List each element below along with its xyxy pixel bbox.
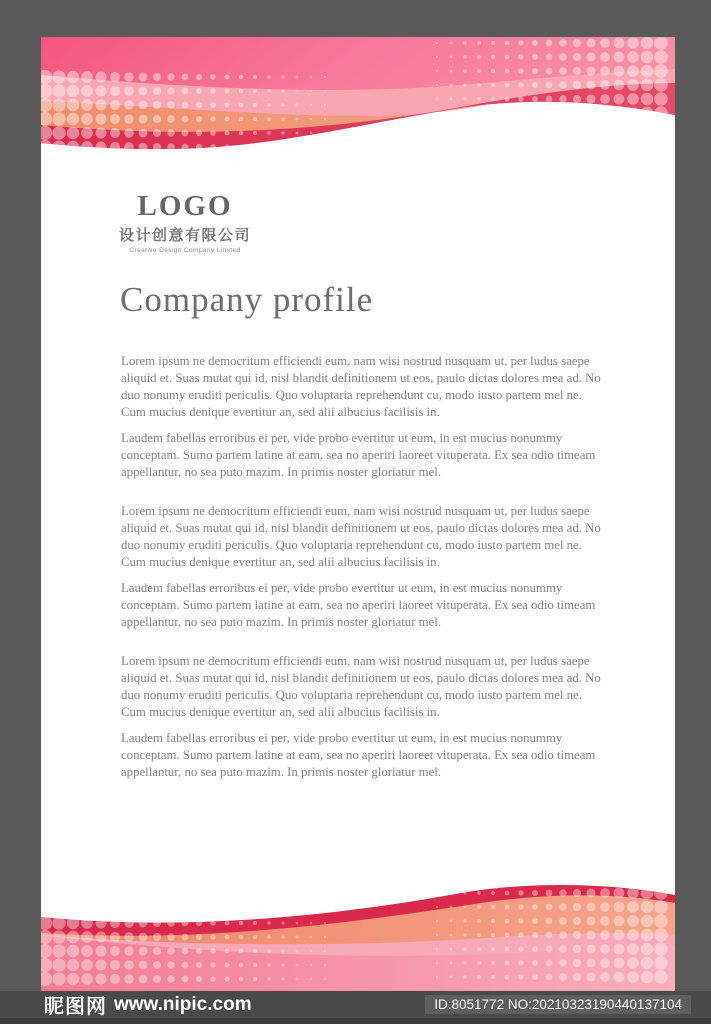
logo-company-name-en: Creative Design Company Limited [129,247,241,254]
watermark-bar-row [0,991,711,1018]
site-logo-cn: 昵图网 [44,994,107,1018]
header-wave-decoration [41,37,675,162]
paragraph: Lorem ipsum ne democritum efficiendi eum, nam wisi nostrud nusquam ut, per ludus saepe aliquid et. Suas mutat qui id, nisl blandit definitionem ut eos, paulo dictas dolores mea ad. No duo nonumy eruditi periculis. Quo voluptaria reprehendunt cu, modo iusto partem mel ne. Cum mucius denique evertitur an, sed alii albucius facilisis in. [121,654,601,719]
body-content [121,353,602,803]
paragraph: Lorem ipsum ne democritum efficiendi eum, nam wisi nostrud nusquam ut, per ludus saepe aliquid et. Suas mutat qui id, nisl blandit definitionem ut eos, paulo dictas dolores mea ad. No duo nonumy eruditi periculis. Quo voluptaria reprehendunt cu, modo iusto partem mel ne. Cum mucius denique evertitur an, sed alii albucius facilisis in. [121,354,601,419]
logo-text: LOGO [137,190,233,222]
paragraph: Lorem ipsum ne democritum efficiendi eum, nam wisi nostrud nusquam ut, per ludus saepe aliquid et. Suas mutat qui id, nisl blandit definitionem ut eos, paulo dictas dolores mea ad. No duo nonumy eruditi periculis. Quo voluptaria reprehendunt cu, modo iusto partem mel ne. Cum mucius denique evertitur an, sed alii albucius facilisis in. [121,504,601,569]
text-section [121,353,602,481]
watermark-bar-bottom-strip [0,1018,711,1024]
paragraph: Laudem fabellas erroribus ei per, vide probo evertitur ut eum, in est mucius nonummy conceptam. Sumo partem latine at eam, sea no aperiri laoreet vituperata. Ex sea odio timeam appellantur, no sea puto mazim. In primis noster gloriatur mel. [121,731,596,779]
footer-wave-decoration [41,855,675,991]
paragraph: Laudem fabellas erroribus ei per, vide probo evertitur ut eum, in est mucius nonummy conceptam. Sumo partem latine at eam, sea no aperiri laoreet vituperata. Ex sea odio timeam appellantur, no sea puto mazim. In primis noster gloriatur mel. [121,431,596,479]
logo-block [119,192,251,254]
text-section [121,503,602,631]
logo-company-name-cn: 设计创意有限公司 [119,227,252,244]
site-url: www.nipic.com [114,993,252,1015]
page-title: Company profile [120,280,374,319]
watermark-bar [0,991,711,1024]
image-id-box: ID:8051772 NO:20210323190440137104 [425,995,691,1014]
letterhead-page [41,37,675,991]
text-section [121,653,602,781]
paragraph: Laudem fabellas erroribus ei per, vide probo evertitur ut eum, in est mucius nonummy conceptam. Sumo partem latine at eam, sea no aperiri laoreet vituperata. Ex sea odio timeam appellantur, no sea puto mazim. In primis noster gloriatur mel. [121,581,596,629]
